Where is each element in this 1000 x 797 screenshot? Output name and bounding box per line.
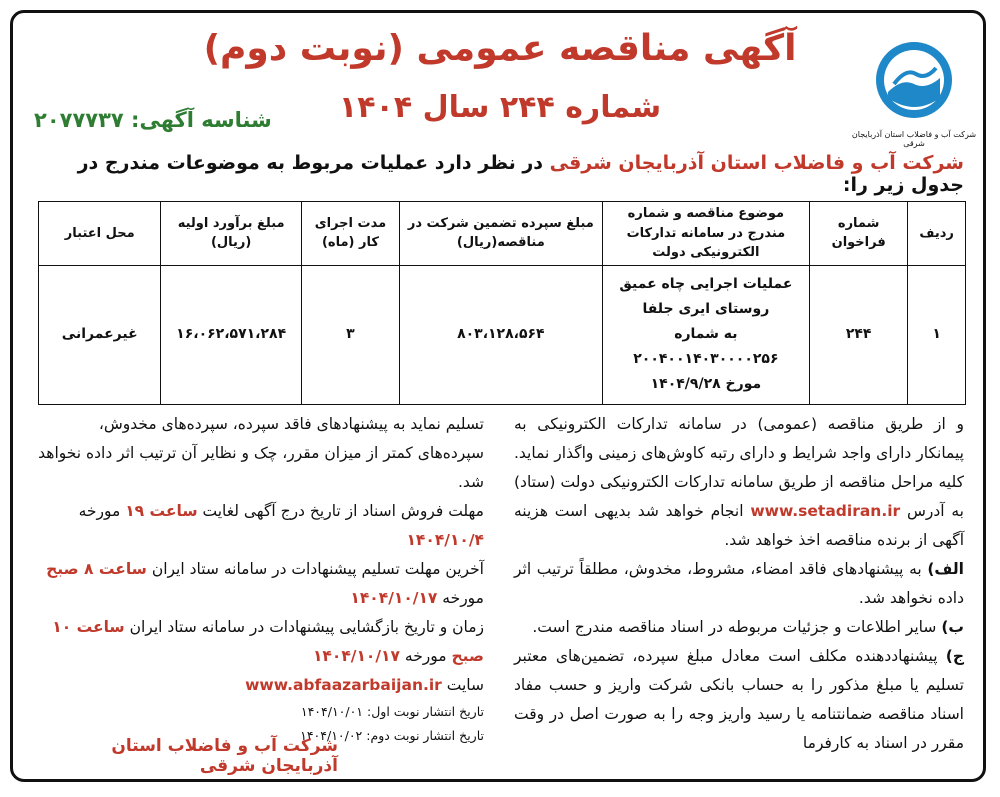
th-estimate: مبلغ برآورد اولیه (ریال) [161, 202, 301, 266]
clause-b-text: سایر اطلاعات و جزئیات مربوطه در اسناد مناقصه مندرج است. [532, 618, 942, 636]
body-p1-end: انجام خواهد شد بدیهی است هزینه آگهی از برنده مناقصه اخذ خواهد شد. [514, 502, 964, 549]
tender-table [38, 201, 966, 405]
th-subject: موضوع مناقصه و شماره مندرج در سامانه تدارکات الکترونیکی دولت [602, 202, 809, 266]
cell-subject [602, 265, 809, 404]
body-p1: و از طریق مناقصه (عمومی) در سامانه تدارکات الکترونیکی به پیمانکار دارای واجد شرایط و دارای رتبه کاوش‌های زمینی واگذار نماید. کلیه مراحل مناقصه از طریق سامانه تدارکات الکترونیکی دولت (ستاد) به آدرس [513, 415, 964, 520]
water-drop-logo-icon [872, 38, 956, 122]
table-row [39, 265, 966, 404]
sale-deadline: مهلت فروش اسناد از تاریخ درج آگهی لغایت ساعت ۱۹ مورخه ۱۴۰۴/۱۰/۴ [78, 502, 484, 549]
clause-b-label: ب) [941, 618, 964, 636]
clause-a-label: الف) [927, 560, 964, 578]
subject-line-3: به شماره ۲۰۰۴۰۰۱۴۰۳۰۰۰۰۲۵۶ [633, 325, 779, 368]
cell-funding: غیرعمرانی [39, 265, 161, 404]
body-left-column [36, 410, 484, 748]
sale-time: ساعت ۱۹ [125, 502, 198, 520]
publish-date-1: تاریخ انتشار نوبت اول: ۱۴۰۴/۱۰/۰۱ [300, 704, 484, 719]
ad-number: شماره ۲۴۴ سال ۱۴۰۴ [338, 90, 662, 125]
setad-link[interactable]: www.setadiran.ir [750, 502, 901, 520]
cell-duration: ۳ [301, 265, 399, 404]
cell-call-no: ۲۴۴ [810, 265, 908, 404]
ad-id: شناسه آگهی: ۲۰۷۷۷۳۷ [34, 108, 272, 132]
company-logo [850, 38, 978, 148]
opening-time: زمان و تاریخ بازگشایی پیشنهادات در سامانه ستاد ایران ساعت ۱۰ صبح مورخه ۱۴۰۴/۱۰/۱۷ [52, 618, 484, 665]
submit-date: ۱۴۰۴/۱۰/۱۷ [350, 589, 438, 607]
subject-line-1: عملیات اجرایی چاه عمیق [619, 275, 793, 292]
deposit-note: تسلیم نماید به پیشنهادهای فاقد سپرده، سپرده‌های مخدوش، سپرده‌های کمتر از میزان مقرر، چک و نظایر آن ترتیب اثر داده نخواهد شد. [38, 415, 484, 491]
subject-line-2: روستای ایری جلفا [642, 300, 770, 317]
abfa-link[interactable]: www.abfaazarbaijan.ir [245, 676, 442, 694]
logo-caption: شرکت آب و فاضلاب استان آذربایجان شرقی [851, 130, 977, 148]
submit-deadline: آخرین مهلت تسلیم پیشنهادات در سامانه ستاد ایران ساعت ۸ صبح مورخه ۱۴۰۴/۱۰/۱۷ [46, 560, 484, 607]
footer-org: شرکت آب و فاضلاب استان آذربایجان شرقی [111, 736, 338, 776]
open-date: ۱۴۰۴/۱۰/۱۷ [312, 647, 400, 665]
clause-c-label: ج) [945, 647, 964, 665]
body-right-column [514, 410, 964, 758]
table-header-row [39, 202, 966, 266]
clause-c-text: پیشنهاددهنده مکلف است معادل مبلغ سپرده، تضمین‌های معتبر تسلیم یا مبلغ مذکور را به حساب بانکی شرکت واریز و حسب مفاد اسناد مناقصه ضمانتنامه یا رسید واریز وجه را به صورت اصل در وقت مقرر در اسناد به کارفرما [514, 647, 964, 752]
th-funding: محل اعتبار [39, 202, 161, 266]
clause-a-text: به پیشنهادهای فاقد امضاء، مشروط، مخدوش، مطلقاً ترتیب اثر داده نخواهد شد. [514, 560, 964, 607]
website-line: سایت www.abfaazarbaijan.ir [245, 676, 484, 694]
cell-row-no: ۱ [908, 265, 966, 404]
open-time: ساعت ۱۰ صبح [52, 618, 484, 665]
intro-text: در نظر دارد عملیات مربوط به موضوعات مندرج در جدول زیر را: [77, 152, 964, 196]
submit-time: ساعت ۸ صبح [46, 560, 147, 578]
publish-date-2: تاریخ انتشار نوبت دوم: ۱۴۰۴/۱۰/۰۲ [300, 728, 484, 743]
intro-org: شرکت آب و فاضلاب استان آذربایجان شرقی [549, 152, 964, 174]
th-duration: مدت اجرای کار (ماه) [301, 202, 399, 266]
subject-line-4: مورخ ۱۴۰۴/۹/۲۸ [650, 376, 762, 393]
th-deposit: مبلغ سپرده تضمین شرکت در مناقصه(ریال) [400, 202, 603, 266]
intro-line [34, 152, 964, 196]
cell-estimate: ۱۶،۰۶۲،۵۷۱،۲۸۴ [161, 265, 301, 404]
ad-title: آگهی مناقصه عمومی (نوبت دوم) [203, 28, 797, 69]
sale-date: ۱۴۰۴/۱۰/۴ [406, 531, 484, 549]
th-row-no: ردیف [908, 202, 966, 266]
th-call-no: شماره فراخوان [810, 202, 908, 266]
cell-deposit: ۸۰۳،۱۲۸،۵۶۴ [400, 265, 603, 404]
